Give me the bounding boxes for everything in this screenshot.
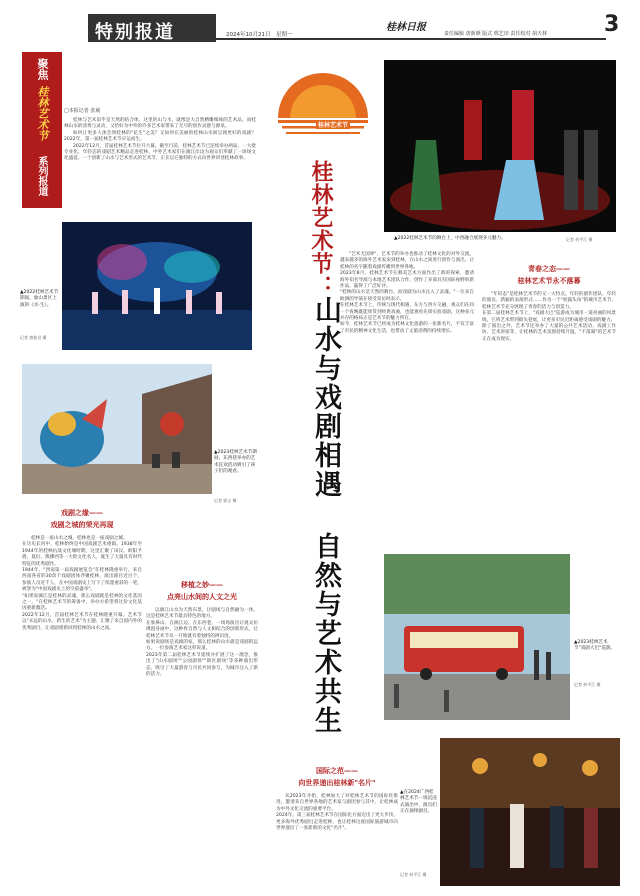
section-subtitle: 向世界递出桂林新"名片" <box>298 779 376 787</box>
column-label-3: 系列报道 <box>36 156 47 196</box>
section-body: 桂林是一座山水之城，桂林也是一座戏剧之城。 在历史长河中，桂林始终是中国戏剧艺术重镇。1938年至1944年的桂林抗战文化城时期，这里汇聚了田汉、欧阳予倩、夏衍、熊佛西等一大批文化名人，诞生了大量具有时代特征的优秀剧作。 1944年，"西南第一届戏剧展览会"在桂林隆重举行，来自西南各省的30余个戏剧团体齐聚桂林，演出剧目近百个，参演人员近千人，在中国戏剧史上写下了浓墨重彩的一笔，被誉为"中国戏剧史上的空前盛举"。 "如果说漓江是桂林的灵魂，那么戏剧就是桂林的文化基因之一。"在桂林艺术节的筹备中，举办方希望将这份文化基因重新激活。 2022年12月，首届桂林艺术节在桂林隆重开幕。艺术节以"永远的山水，新生的艺术"为主题，汇聚了来自国内外的优秀剧目，让戏剧重新回到桂林的山水之间。 <box>22 536 142 631</box>
festival-logo-image <box>268 58 378 154</box>
section-title: 戏剧之缘—— <box>61 508 103 517</box>
column-label-2: 桂林艺术节 <box>36 86 49 141</box>
intro-paragraph: 2022年12月，首届桂林艺术节拉开大幕。截至目前，桂林艺术节已连续举办两届，一大批专业化、年轻态的戏剧艺术精品走进桂林，中外艺术家们在漓江岸边为观众们奉献了一场场文化盛宴。一个创新了山水与艺术形式的艺术节，正在以它独特的方式向世界讲述桂林故事。 <box>64 143 256 162</box>
logo-text: 桂林艺术节 <box>318 122 349 129</box>
headline-main: 山水与戏剧相遇 自然与艺术共生 <box>310 296 341 735</box>
section-youth <box>482 264 616 343</box>
column-label-1: 聚焦 <box>36 58 49 80</box>
section-title: 青春之态—— <box>528 264 570 273</box>
section-subtitle: 戏剧之城的荣光再现 <box>50 521 114 529</box>
caption-photo1: ▲2022桂林艺术节期间，象山景区上演的《水·生》。 <box>20 290 59 308</box>
section-title: 移植之妙—— <box>181 580 223 589</box>
photo-stage-show <box>62 222 252 350</box>
section-body: "年轻态"是桂林艺术节的又一大特点。年轻的剧作团队、年轻的演员、新颖的表演形式……作为一个"初露头角"的城市艺术节，桂林艺术节充分展现了青春的活力与创造力。 在第二届桂林艺术节上，"戏剧大巴"巡游成为城市一道亮丽的风景线，它将艺术带到街头巷尾，让更多市民近距离感受戏剧的魅力。 除了演出之外，艺术节还举办了大量的公共艺术活动、戏剧工作坊、艺术讲座等，让桂林的艺术氛围持续升温，"不落幕"的艺术节正在成为现实。 <box>482 292 616 342</box>
mid-body <box>340 252 474 335</box>
byline: □本报记者 张葳 <box>64 108 101 114</box>
caption-photo5: ▲在2024广西桂林艺术节一场沉浸式演出中，演员们正在演绎剧目。 <box>400 790 437 815</box>
headline-kicker: 桂林艺术节： <box>308 160 334 298</box>
section-body: 从2023年开始，桂林加大了对桂林艺术节的国际化推进，邀请来自世界各地的艺术家与剧团参与其中，让桂林成为中外文化交流的重要平台。 2024年，第三届桂林艺术节在国际化方面迈出了更大步伐，更多海外优秀剧目走进桂林，也让桂林这座国际旅游城市向世界递出了一张崭新的文化"名片"。 <box>276 794 398 832</box>
caption-photo4: ▲2023桂林艺术节"戏剧大巴"巡游。 <box>574 640 615 652</box>
credit-photo2: 记者 郭义 摄 <box>214 498 237 503</box>
section-transplant <box>146 580 258 678</box>
intro-paragraph: 桂林与艺术似乎是天然的结合体，这里的山与水，就像是大自然精雕细琢的艺术品，而桂林山水的清秀与灵动，又恰好为中外的许多艺术家带来了无尽的创作灵感与源泉。 <box>64 118 256 130</box>
editors-line: 责任编辑 唐新颜 版式 邢艺田 责任校对 胡天林 <box>444 31 547 37</box>
section-title: 国际之范—— <box>316 766 358 775</box>
credit-photo3: 记者 何平江 摄 <box>566 237 593 242</box>
section-subtitle: 桂林艺术节永不落幕 <box>517 277 581 285</box>
intro-block <box>64 118 256 163</box>
section-label: 特别报道 <box>95 22 175 43</box>
festival-logo <box>268 58 378 154</box>
photo-street-festival <box>22 364 212 494</box>
section-drama-origin <box>22 508 142 632</box>
caption-photo3: ▲2022桂林艺术节的舞台上，中西融合展现多元魅力。 <box>394 236 506 241</box>
drama-bus-image <box>384 554 570 720</box>
immersive-show-image <box>440 738 620 886</box>
issue-weekday: 星期一 <box>276 32 293 38</box>
issue-date: 2024年10月21日 <box>226 32 271 38</box>
intro-paragraph: 如何让更多人体会到桂林的"花生"之美？又如何在美丽的桂林山水间呈现更好的戏剧？2022年，第一届桂林艺术节应运而生。 <box>64 130 256 143</box>
photo-drama-bus <box>384 554 570 720</box>
credit-photo4: 记者 何平江 摄 <box>574 682 601 687</box>
photo-opera-stage <box>384 60 616 232</box>
stage-show-image <box>62 222 252 350</box>
mid-body-text: "艺术无国界"，艺术节的举办也推动了桂林文化的对外交流。越来越多的海外艺术家来到桂林，在山水之间进行创作与演出，让桂林的名字随着戏剧传播到世界各地。 2023年8月，桂林艺术节在舞美艺术方面作出了新的探索，邀请海外知名导演与本地艺术团队合作，创作了多部具有国际视野的新作品，赢得了广泛好评。 "桂林的山水是天然的舞台，而戏剧为山水注入了灵魂。"一位来自欧洲的导演在接受采访时表示。 在桂林艺术节上，传统与现代相遇，东方与西方交融，观众们在同一个夜晚既能欣赏到经典戏曲，也能观看先锋实验戏剧，这种多元并存的格局正是艺术节的魅力所在。 如今，桂林艺术节已经成为桂林文化旅游的一张新名片，不仅丰富了市民的精神文化生活，也带动了文旅消费的持续增长。 <box>340 252 474 334</box>
credit-photo5: 记者 何平江 摄 <box>400 872 427 877</box>
opera-stage-image <box>384 60 616 232</box>
paper-name: 桂林日报 <box>386 22 426 33</box>
credit-photo1: 记者 唐桂君 摄 <box>20 335 47 340</box>
column-label <box>22 52 62 208</box>
section-body: 以漓江山水为天然布景，让剧场与自然融为一体，这是桂林艺术节最具特色的地方。 在象鼻山、在漓江边、在东西巷，一场场演出让观众仿佛置身画中。这种将自然与人文相结合的创新形式，让桂林艺术节从一开始就有着独特的辨识度。 如果说剧场是戏剧的家，那么桂林的山水就是戏剧的远方。一位参演艺术家这样说道。 2023年第二届桂林艺术节延续并扩展了这一理念，推出了"山水剧场""公园剧场""街区剧场"等多种演出形态，吸引了大量游客与市民共同参与，为城市注入了新的活力。 <box>146 608 258 678</box>
caption-photo2: ▲2023桂林艺术节期间，东西巷举办的艺术狂欢活动吸引了孩子们的观看。 <box>214 450 257 475</box>
section-subtitle: 点亮山水间的人文之光 <box>167 593 237 601</box>
masthead <box>0 0 640 46</box>
page-number: 3 <box>604 12 620 37</box>
street-festival-image <box>22 364 212 494</box>
section-international <box>276 766 398 832</box>
masthead-rule <box>216 38 606 40</box>
photo-immersive-show <box>440 738 620 886</box>
